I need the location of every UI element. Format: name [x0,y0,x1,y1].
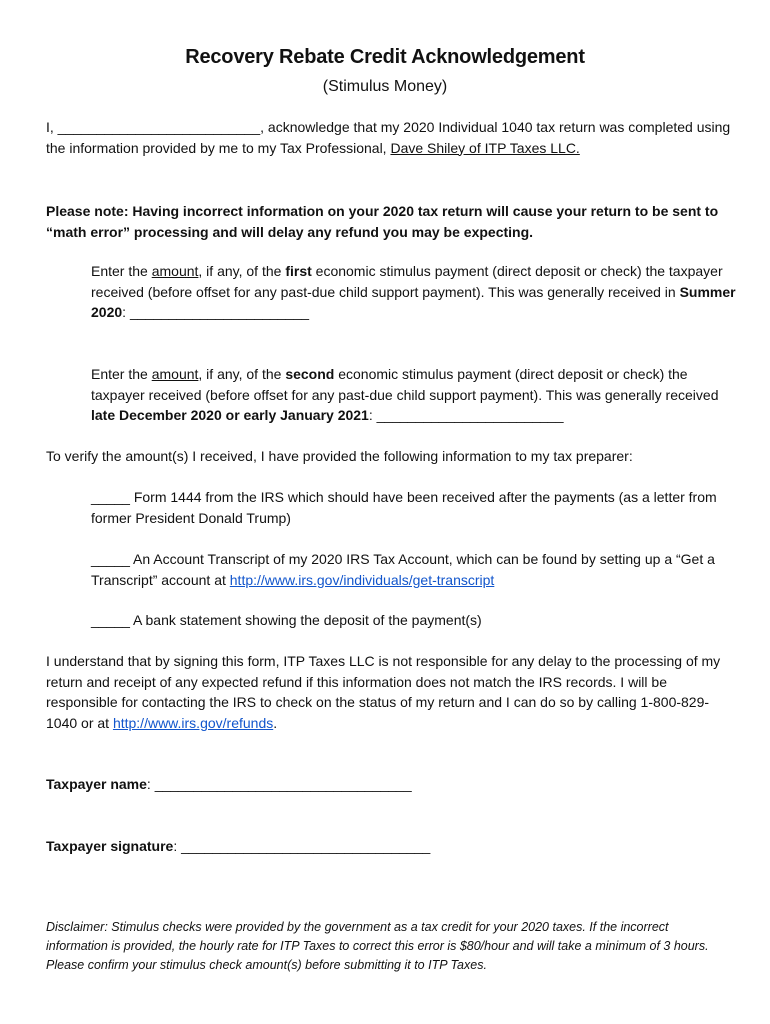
form-1444-checkbox-blank[interactable]: _____ [91,489,130,505]
first-amount-blank[interactable]: _______________________ [129,304,310,320]
ordinal-second: second [285,366,335,382]
option-form-1444 [91,487,736,528]
understanding-end: . [273,714,278,731]
taxpayer-signature-label: Taxpayer signature [46,838,174,854]
transcript-checkbox-blank[interactable]: _____ [91,551,130,567]
preparer-name: Dave Shiley of ITP Taxes LLC. [390,139,580,156]
disclaimer-text: Disclaimer: Stimulus checks were provided by the government as a tax credit for your 2020 taxes. If the incorrect information is provided, the hourly rate for ITP Taxes to correct this error is $80/hour and will take a minimum of 3 hours. Please confirm your stimulus check amount(s) before submitting it to ITP Taxes. [46,920,709,972]
taxpayer-signature-field[interactable]: ________________________________ [181,838,431,854]
first-payment-text: , if any, of the [198,263,286,279]
transcript-text: An Account Transcript of my 2020 IRS Tax Account, which can be found by setting up a “Get a Transcript” account at [91,551,715,588]
second-payment-text: : [368,407,377,423]
understanding-text: I understand that by signing this form, ITP Taxes LLC is not responsible for any delay to the processing of my return and receipt of any expected refund if this information does not match the IRS records. I will be responsible for contacting the IRS to check on the status of my return and I can do so by calling 1-800-829-1040 or at [46,653,721,731]
understanding-paragraph [46,651,736,733]
verify-intro: To verify the amount(s) I received, I have provided the following information to my tax preparer: [46,448,633,464]
name-blank[interactable]: __________________________ [57,119,261,135]
bank-text: A bank statement showing the deposit of the payment(s) [129,612,482,628]
bank-checkbox-blank[interactable]: _____ [91,612,130,628]
taxpayer-signature-row [46,836,736,857]
first-payment-paragraph [91,261,736,323]
colon: : [146,776,155,792]
second-payment-paragraph [91,364,736,426]
first-payment-text: : [122,304,130,320]
acknowledgement-paragraph [46,117,736,158]
first-payment-text: Enter the [91,263,152,279]
document-title: Recovery Rebate Credit Acknowledgement [185,46,585,68]
taxpayer-name-field[interactable]: _________________________________ [154,776,412,792]
transcript-link[interactable]: http://www.irs.gov/individuals/get-transcript [229,571,495,588]
colon: : [173,838,182,854]
second-payment-date: late December 2020 or early January 2021 [91,407,369,423]
second-payment-text: economic stimulus payment (direct deposit or check) the taxpayer received (before offset for any past-due child support payment). This was generally received [91,366,719,403]
ordinal-first: first [285,263,312,279]
form-1444-text: Form 1444 from the IRS which should have been received after the payments (as a letter from former President Donald Trump) [91,489,717,526]
option-bank-statement [91,610,736,631]
first-payment-date: Summer 2020 [91,283,736,320]
amount-word: amount [151,366,199,382]
amount-word: amount [151,263,199,279]
taxpayer-name-label: Taxpayer name [46,776,147,792]
second-payment-text: Enter the [91,366,152,382]
ack-text: , acknowledge that my 2020 Individual 1040 tax return was completed using the information provided by me to my Tax Professional, [46,119,731,156]
second-amount-blank[interactable]: ________________________ [376,407,564,423]
taxpayer-name-row [46,774,736,795]
option-account-transcript [91,549,736,590]
first-payment-text: economic stimulus payment (direct deposit or check) the taxpayer received (before offset for any past-due child support payment). This was generally received in [91,263,723,300]
ack-prefix: I, [46,119,58,135]
document-subtitle: (Stimulus Money) [322,78,448,95]
second-payment-text: , if any, of the [198,366,286,382]
refunds-link[interactable]: http://www.irs.gov/refunds [112,714,274,731]
warning-note: Please note: Having incorrect information on your 2020 tax return will cause your return to be sent to “math error” processing and will delay any refund you may be expecting. [46,203,719,240]
